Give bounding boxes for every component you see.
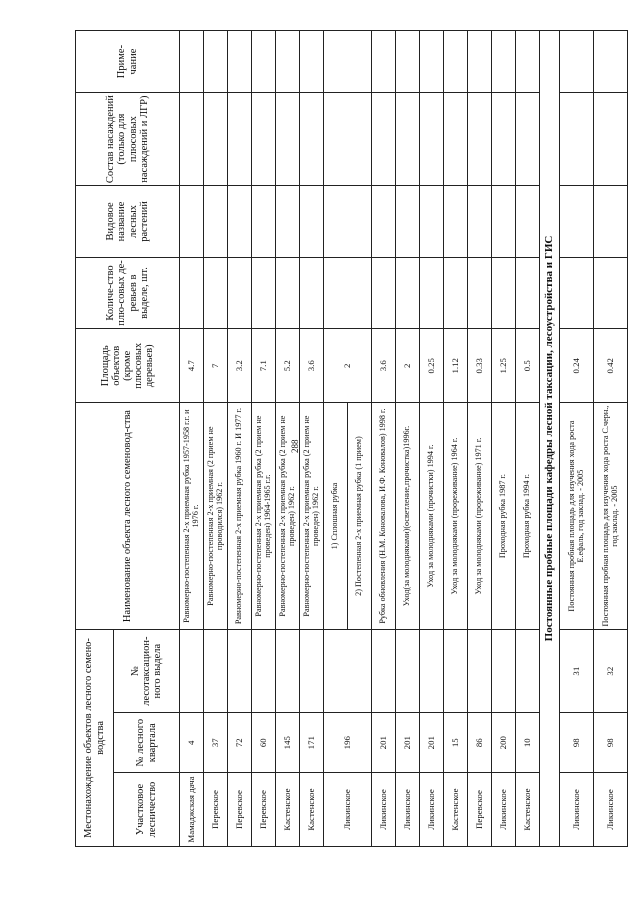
- table-cell: 7: [204, 329, 228, 403]
- table-cell: 98: [560, 713, 594, 773]
- table-cell: [516, 629, 540, 713]
- table-cell: [468, 186, 492, 258]
- table-cell: 201: [372, 713, 396, 773]
- table-cell: [180, 629, 204, 713]
- table-cell: Перевское: [228, 773, 252, 847]
- table-cell: Равномерно-постепенная 2-х приемная (2 прием не проводился) 1962 г.: [204, 403, 228, 630]
- table-cell: 0.25: [420, 329, 444, 403]
- table-cell: [396, 257, 420, 329]
- table-cell: [420, 629, 444, 713]
- table-cell: [420, 257, 444, 329]
- table-cell: 201: [396, 713, 420, 773]
- table-cell: Кастенское: [444, 773, 468, 847]
- table-cell: Мамаджская дача: [180, 773, 204, 847]
- header-quarter: № лесного квартала: [114, 713, 180, 773]
- table-cell: 0.33: [468, 329, 492, 403]
- table-row: [372, 31, 396, 847]
- table-cell: [516, 257, 540, 329]
- table-row: [300, 31, 324, 847]
- table-cell: Перевское: [204, 773, 228, 847]
- table-cell: Ликинское: [594, 773, 628, 847]
- table-cell: 2) Постепенная 2-х приемная рубка (1 прием): [348, 403, 372, 630]
- table-cell: [444, 31, 468, 93]
- table-cell: 98: [594, 713, 628, 773]
- table-cell: [252, 186, 276, 258]
- table-cell: Равномерно-постепенная 2-х приемная рубка (2 прием не проведен) 1962 г.: [276, 403, 300, 630]
- table-cell: Уход(за молодняками)(осветление,прочистка)1996г.: [396, 403, 420, 630]
- table-cell: [204, 257, 228, 329]
- table-row: [396, 31, 420, 847]
- table-cell: [228, 31, 252, 93]
- seed-objects-table: [75, 30, 628, 847]
- header-species: Видовое название лесных растений: [76, 186, 180, 258]
- table-cell: [180, 31, 204, 93]
- table-cell: Проходная рубка 1987 г.: [492, 403, 516, 630]
- table-cell: Постоянная пробная площадь для изучения хода роста С.черн., год заклад. - 2005: [594, 403, 628, 630]
- table-cell: 3.2: [228, 329, 252, 403]
- table-cell: Ликинское: [560, 773, 594, 847]
- table-cell: 2: [324, 329, 372, 403]
- table-cell: [300, 186, 324, 258]
- header-area: Площадь объектов (кроме плюсовых деревьев): [76, 329, 180, 403]
- table-cell: [492, 93, 516, 186]
- table-cell: Кастенское: [276, 773, 300, 847]
- table-cell: [372, 186, 396, 258]
- table-cell: [252, 257, 276, 329]
- table-cell: Уход за молодняками (прочистки) 1994 г.: [420, 403, 444, 630]
- table-cell: 10: [516, 713, 540, 773]
- table-cell: Постоянная пробная площадь для изучения хода роста Е.ефаль, год заклад. - 2005: [560, 403, 594, 630]
- table-cell: [594, 31, 628, 93]
- header-location-group: Местонахождение объектов лесного семено-водства: [76, 629, 114, 846]
- table-cell: [468, 257, 492, 329]
- table-cell: [300, 31, 324, 93]
- table-cell: [300, 629, 324, 713]
- table-cell: [300, 93, 324, 186]
- table-cell: 171: [300, 713, 324, 773]
- table-cell: [228, 257, 252, 329]
- header-note: Приме-чание: [76, 31, 180, 93]
- table-cell: [560, 186, 594, 258]
- table-row: [324, 31, 348, 847]
- table-cell: [372, 257, 396, 329]
- table-cell: [324, 629, 372, 713]
- table-cell: [396, 93, 420, 186]
- table-cell: [594, 93, 628, 186]
- table-cell: 0.5: [516, 329, 540, 403]
- table-cell: 1.12: [444, 329, 468, 403]
- table-cell: [276, 186, 300, 258]
- table-cell: [492, 186, 516, 258]
- table-cell: [560, 93, 594, 186]
- table-cell: [324, 31, 372, 93]
- table-row: [252, 31, 276, 847]
- table-cell: [228, 93, 252, 186]
- table-cell: 37: [204, 713, 228, 773]
- table-cell: [180, 257, 204, 329]
- table-cell: [180, 93, 204, 186]
- table-cell: [252, 629, 276, 713]
- table-cell: [324, 186, 372, 258]
- section-title: Постоянные пробные площади кафедры лесной таксации, лесоустройства и ГИС: [540, 31, 560, 847]
- table-cell: 2: [396, 329, 420, 403]
- table-cell: [560, 31, 594, 93]
- table-cell: 3.6: [300, 329, 324, 403]
- table-cell: [594, 186, 628, 258]
- table-cell: Уход за молодняками (прореживание) 1971 г.: [468, 403, 492, 630]
- table-cell: [492, 257, 516, 329]
- table-cell: [396, 629, 420, 713]
- table-cell: 0.24: [560, 329, 594, 403]
- table-cell: [204, 186, 228, 258]
- table-cell: 32: [594, 629, 628, 713]
- header-plot: № лесотаксацион-ного выдела: [114, 629, 180, 713]
- table-cell: Рубка обновления (Н.М. Коновалова, И.Ф. Коновалов) 1998 г.: [372, 403, 396, 630]
- table-cell: [444, 257, 468, 329]
- table-row: [468, 31, 492, 847]
- table-cell: Ликинское: [492, 773, 516, 847]
- table-cell: [468, 629, 492, 713]
- table-cell: 7.1: [252, 329, 276, 403]
- table-cell: [492, 629, 516, 713]
- table-cell: 31: [560, 629, 594, 713]
- page-number: 288: [290, 439, 300, 453]
- table-row: [516, 31, 540, 847]
- table-cell: 145: [276, 713, 300, 773]
- header-composition: Состав насаждений (только для плюсовых насаждений и ЛГР): [76, 93, 180, 186]
- table-cell: [300, 257, 324, 329]
- table-cell: Уход за молодняками (прореживание) 1964 г.: [444, 403, 468, 630]
- table-cell: [468, 93, 492, 186]
- table-cell: [228, 186, 252, 258]
- header-name: Наименование объекта лесного семеновод-ства: [76, 403, 180, 630]
- table-cell: [594, 257, 628, 329]
- table-cell: [252, 31, 276, 93]
- table-cell: 4.7: [180, 329, 204, 403]
- table-cell: [276, 629, 300, 713]
- table-cell: 1) Сплошная рубка: [324, 403, 348, 630]
- table-cell: [204, 93, 228, 186]
- table-cell: 15: [444, 713, 468, 773]
- table-row: [180, 31, 204, 847]
- table-cell: [420, 186, 444, 258]
- table-cell: [372, 93, 396, 186]
- table-cell: [372, 629, 396, 713]
- table-cell: [276, 257, 300, 329]
- table-cell: 60: [252, 713, 276, 773]
- table-cell: [204, 629, 228, 713]
- table-cell: Проходная рубка 1994 г.: [516, 403, 540, 630]
- table-cell: 86: [468, 713, 492, 773]
- table-cell: [444, 93, 468, 186]
- table-cell: Равномерно-постепенная 2-х приемная рубка 1957-1958 г.г. и 1976 г.: [180, 403, 204, 630]
- table-row: [560, 31, 594, 847]
- table-cell: Ликинское: [372, 773, 396, 847]
- table-row: [204, 31, 228, 847]
- table-row: [228, 31, 252, 847]
- table-cell: 200: [492, 713, 516, 773]
- table-cell: Кастенское: [300, 773, 324, 847]
- table-cell: Равномерно-постепенная 2-х приемная рубка 1960 г. И 1977 г.: [228, 403, 252, 630]
- table-cell: [468, 31, 492, 93]
- table-cell: 5.2: [276, 329, 300, 403]
- table-cell: Ликинское: [324, 773, 372, 847]
- table-cell: [324, 93, 372, 186]
- table-cell: Ликинское: [420, 773, 444, 847]
- table-cell: [444, 629, 468, 713]
- table-cell: [516, 31, 540, 93]
- header-forestry: Участковое лесничество: [114, 773, 180, 847]
- table-cell: 196: [324, 713, 372, 773]
- table-row: [420, 31, 444, 847]
- table-cell: [228, 629, 252, 713]
- table-cell: [396, 186, 420, 258]
- table-cell: [396, 31, 420, 93]
- table-cell: [324, 257, 372, 329]
- section-row: [540, 31, 560, 847]
- table-cell: 3.6: [372, 329, 396, 403]
- table-cell: [252, 93, 276, 186]
- table-cell: 72: [228, 713, 252, 773]
- table-cell: [444, 186, 468, 258]
- table-cell: [276, 93, 300, 186]
- table-cell: Перевское: [468, 773, 492, 847]
- table-body: [180, 31, 628, 847]
- table-cell: Ликинское: [396, 773, 420, 847]
- table-cell: Кастенское: [516, 773, 540, 847]
- table-cell: 1.25: [492, 329, 516, 403]
- table-row: [492, 31, 516, 847]
- table-cell: [516, 93, 540, 186]
- table-cell: 4: [180, 713, 204, 773]
- table-cell: [276, 31, 300, 93]
- table-cell: 0.42: [594, 329, 628, 403]
- table-cell: [420, 93, 444, 186]
- table-cell: [204, 31, 228, 93]
- table-cell: [516, 186, 540, 258]
- table-row: [594, 31, 628, 847]
- table-cell: Равномерно-постепенная 2-х приемная рубка (2 прием не проведен) 1964-1965 г.г.: [252, 403, 276, 630]
- table-cell: [372, 31, 396, 93]
- table-cell: Перевское: [252, 773, 276, 847]
- table-cell: Равномерно-постепенная 2-х приемная рубка (2 прием не проведен) 1962 г.: [300, 403, 324, 630]
- header-plus-trees: Количе-ство плю-совых де-ревьев в выделе, шт.: [76, 257, 180, 329]
- table-cell: [492, 31, 516, 93]
- rotated-table-container: [75, 30, 619, 847]
- table-row: [444, 31, 468, 847]
- table-cell: [420, 31, 444, 93]
- table-cell: [180, 186, 204, 258]
- table-cell: 201: [420, 713, 444, 773]
- table-cell: [560, 257, 594, 329]
